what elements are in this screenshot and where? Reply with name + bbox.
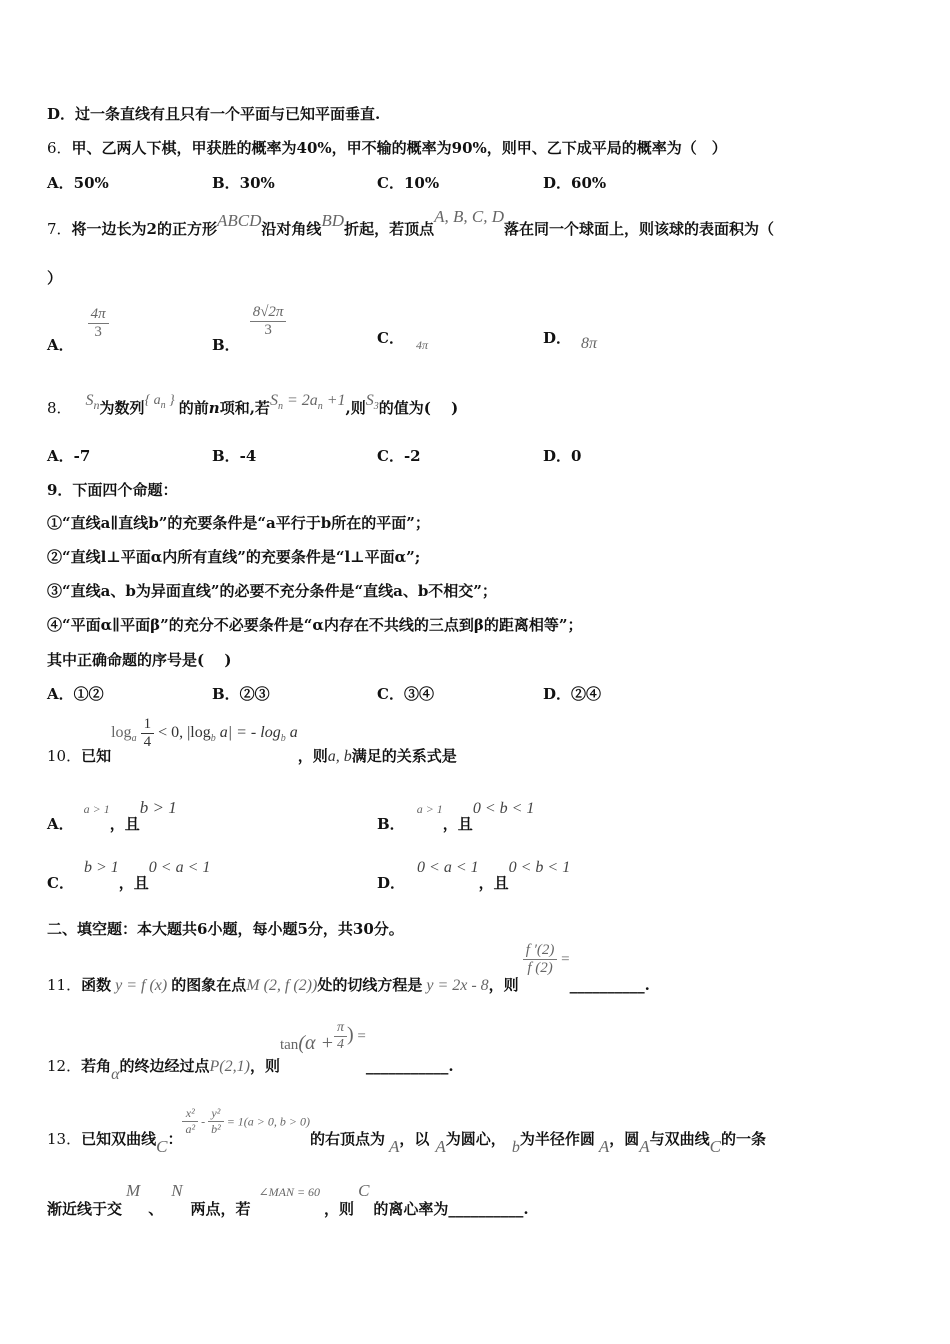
q13-text-l2d: ，则	[324, 1200, 355, 1218]
fraction-denominator: 3	[264, 322, 272, 338]
option-label: D．	[543, 329, 572, 347]
q12-text-3: ，则	[249, 1056, 280, 1075]
q7-option-c-value: 4π	[415, 338, 428, 352]
q6-option-a: A．50%	[47, 174, 109, 192]
q10-math-sub: b	[210, 733, 216, 745]
fraction-numerator: 4π	[88, 306, 109, 324]
q13-text-1: 已知双曲线	[81, 1129, 157, 1148]
q9-option-c: C．③④	[377, 685, 434, 703]
q11-math-eq: =	[557, 951, 570, 968]
q7-option-a-fraction	[88, 306, 109, 341]
question-7	[47, 207, 774, 239]
question-number: 7．	[47, 220, 72, 238]
question-number: 6．	[47, 139, 72, 157]
q12-text-1: 若角	[81, 1056, 112, 1075]
q6-option-b: B．30%	[212, 174, 275, 192]
q12-text-2: 的终边经过点	[119, 1056, 210, 1075]
fraction-numerator: f ′(2)	[523, 942, 558, 960]
q11-text-3: 处的切线方程是	[317, 975, 423, 994]
q8-math-s: S	[85, 392, 94, 409]
q13-text-l2c: 两点，若	[190, 1200, 251, 1218]
q10-option-d-cond2: 0 < b < 1	[508, 859, 571, 876]
question-13	[47, 1106, 766, 1156]
q13-math-a: A	[435, 1136, 446, 1156]
q11-math-point: M (2, f (2))	[246, 976, 318, 994]
q13-text-4: 为圆心，	[445, 1129, 506, 1148]
q11-end: .	[644, 975, 650, 994]
option-label: C．	[377, 329, 404, 347]
q8-text-4: 的值为( )	[378, 399, 459, 417]
q11-text-1: 函数	[81, 975, 112, 994]
q13-text-7: 与双曲线	[649, 1129, 710, 1148]
q8-math-eq: = 2a	[282, 392, 318, 409]
fraction-numerator: y²	[208, 1106, 224, 1122]
fraction-numerator: 1	[141, 716, 155, 734]
q8-text-2a: 的前	[178, 399, 209, 417]
q12-math-paren-close: )	[346, 1023, 354, 1046]
answer-blank[interactable]: __________	[448, 1200, 524, 1218]
q7-text-3: 折起，若顶点	[344, 220, 435, 238]
option-label: B．	[377, 815, 405, 833]
proposition-2: ②“直线l⊥平面α内所有直线”的充要条件是“l⊥平面α”;	[47, 548, 421, 566]
proposition-4: ④“平面α∥平面β”的充分不必要条件是“α内存在不共线的三点到β的距离相等”；	[47, 616, 583, 634]
question-number: 12．	[47, 1056, 82, 1075]
q11-math-tangent: y = 2x - 8	[426, 976, 489, 994]
q10-option-b	[377, 797, 535, 833]
q8-option-d: D．0	[543, 447, 582, 465]
q13-math-b: b	[511, 1138, 520, 1156]
section-2-title: 二、填空题：本大题共6小题，每小题5分，共30分。	[47, 920, 404, 938]
q11-text-2: 的图象在点	[171, 975, 247, 994]
q7-text-4: 落在同一个球面上，则该球的表面积为（	[503, 220, 774, 238]
q8-math-sub: n	[277, 401, 283, 413]
q10-option-a	[47, 797, 177, 833]
q13-text-3: ，以	[399, 1129, 430, 1148]
q9-option-b: B．②③	[212, 685, 270, 703]
fraction-denominator: a²	[185, 1122, 196, 1136]
q10-option-b-cond2: 0 < b < 1	[472, 800, 535, 817]
fraction-denominator: b²	[211, 1122, 221, 1136]
q10-math-log: log	[111, 724, 132, 742]
q10-and: ，且	[442, 815, 473, 833]
question-8	[47, 392, 459, 421]
q12-math-alpha: α	[111, 1065, 120, 1083]
q7-option-b	[212, 304, 286, 354]
q7-option-d-value: 8π	[581, 335, 598, 352]
q10-option-b-cond1: a > 1	[416, 802, 443, 816]
q7-option-c	[377, 327, 428, 352]
q10-text-2: ，则	[297, 747, 328, 766]
fraction-numerator: π	[334, 1020, 347, 1037]
question-9-ask: 其中正确命题的序号是( )	[47, 651, 232, 669]
q10-text-3: 满足的关系式是	[351, 747, 457, 766]
q13-text-6: ，圆	[609, 1129, 640, 1148]
q8-math-sub: n	[160, 399, 166, 411]
question-13-line-2	[47, 1180, 529, 1218]
q13-text-l2b: 、	[148, 1200, 164, 1218]
q7-math-bd: BD	[321, 211, 345, 230]
question-6-text: 甲、乙两人下棋，甲获胜的概率为40%，甲不输的概率为90%，则甲、乙下成平局的概率为（ ）	[71, 139, 727, 157]
question-number: 8．	[47, 399, 72, 417]
q7-math-abcd: ABCD	[217, 211, 262, 230]
question-11	[47, 942, 650, 994]
q11-text-4: ，则	[488, 975, 519, 994]
q8-option-b: B．-4	[212, 447, 257, 465]
q13-math-m: M	[126, 1181, 141, 1200]
q13-math-a: A	[639, 1136, 650, 1156]
q10-math-ab: a, b	[327, 748, 352, 766]
q6-option-d: D．60%	[543, 174, 607, 192]
fraction-denominator: 4	[336, 1037, 344, 1052]
q10-option-d	[377, 856, 571, 892]
q10-option-a-cond2: b > 1	[139, 798, 177, 817]
q13-text-l2a: 渐近线于交	[47, 1200, 123, 1218]
q7-option-a	[47, 306, 109, 354]
question-12	[47, 1020, 454, 1083]
fraction-denominator: f (2)	[527, 960, 553, 976]
q8-text-n: n	[208, 399, 220, 417]
q13-math-c: C	[709, 1136, 721, 1156]
q8-text-2b: 项和,若	[219, 399, 270, 417]
option-label: D．	[377, 874, 406, 892]
option-label: A．	[47, 815, 74, 833]
q7-close-paren: ）	[47, 269, 63, 287]
q8-math-sub: n	[317, 401, 323, 413]
q13-math-minus: -	[198, 1114, 209, 1129]
proposition-1: ①“直线a∥直线b”的充要条件是“a平行于b所在的平面”；	[47, 514, 430, 532]
q10-and: ，且	[109, 815, 140, 833]
option-d-previous: D．过一条直线有且只有一个平面与已知平面垂直.	[47, 105, 381, 123]
question-6	[47, 137, 727, 158]
q13-text-5: 为半径作圆	[519, 1129, 595, 1148]
fraction-denominator: 4	[143, 734, 152, 750]
q10-math-sub: a	[131, 733, 137, 745]
q9-option-d: D．②④	[543, 685, 602, 703]
q10-option-d-cond1: 0 < a < 1	[417, 859, 479, 876]
q10-text-1: 已知	[81, 747, 112, 766]
q13-math-a: A	[598, 1136, 610, 1156]
q12-math-eq: =	[353, 1028, 366, 1045]
q9-option-a: A．①②	[47, 685, 104, 703]
q7-text-2: 沿对角线	[261, 220, 322, 238]
q13-math-a: A	[389, 1136, 400, 1156]
q13-math-n: N	[171, 1181, 183, 1200]
question-9-header: 9．下面四个命题：	[47, 481, 178, 499]
q13-math-c: C	[156, 1136, 168, 1156]
q13-text-2: 的右顶点为	[309, 1129, 385, 1148]
q7-math-points: A, B, C, D	[434, 207, 504, 226]
q13-text-colon: ：	[167, 1129, 183, 1148]
q13-text-8: 的一条	[720, 1129, 766, 1148]
q10-option-c-cond2: 0 < a < 1	[148, 859, 211, 876]
q8-text-1: 为数列	[99, 399, 145, 417]
q7-option-d	[543, 327, 598, 352]
q8-option-a: A．-7	[47, 447, 91, 465]
q10-math-rest: a	[285, 724, 298, 742]
q8-math-sub: n	[93, 398, 100, 413]
question-number: 11．	[47, 975, 82, 994]
question-number: 13．	[47, 1129, 82, 1148]
answer-blank[interactable]: ___________	[365, 1056, 449, 1075]
q8-math-plus: +1	[322, 392, 346, 409]
question-number: 10．	[47, 747, 82, 766]
question-10	[47, 716, 457, 766]
q13-math-condition: = 1(a > 0, b > 0)	[223, 1114, 310, 1129]
fraction-numerator: 8√2π	[250, 304, 287, 322]
option-label: A．	[47, 335, 74, 354]
q13-math-c: C	[358, 1181, 370, 1200]
q8-math-seq: { a	[144, 393, 161, 408]
q13-end: .	[523, 1200, 529, 1218]
q10-and: ，且	[118, 874, 149, 892]
q7-option-b-fraction	[250, 304, 287, 339]
q12-math-tan: tan	[279, 1036, 299, 1053]
q12-math-point: P(2,1)	[209, 1057, 250, 1075]
q10-math-rest: a| = - log	[215, 724, 281, 742]
q8-text-3: ,则	[345, 399, 366, 417]
q13-text-l2e: 的离心率为	[373, 1200, 449, 1218]
q10-option-a-cond1: a > 1	[83, 802, 110, 816]
q10-option-c	[47, 856, 211, 892]
option-label: C．	[47, 874, 74, 892]
q10-and: ，且	[478, 874, 509, 892]
q13-math-angle: ∠MAN = 60	[258, 1185, 321, 1199]
q8-math-s: S	[269, 392, 278, 409]
q8-option-c: C．-2	[377, 447, 421, 465]
q11-math-function: y = f (x)	[115, 976, 168, 994]
fraction-numerator: x²	[182, 1106, 198, 1122]
q7-text-1: 将一边长为2的正方形	[71, 220, 217, 238]
option-label: B．	[212, 335, 240, 354]
proposition-3: ③“直线a、b为异面直线”的必要不充分条件是“直线a、b不相交”；	[47, 582, 497, 600]
q12-end: .	[448, 1056, 454, 1075]
q10-option-c-cond1: b > 1	[83, 859, 119, 876]
q12-math-paren-open: (α +	[298, 1031, 334, 1054]
q8-math-s: S	[365, 392, 374, 409]
q10-math-sub: b	[280, 733, 286, 745]
q10-math-rest: < 0, |log	[154, 724, 211, 742]
q8-math-sub: 3	[373, 401, 379, 413]
answer-blank[interactable]: __________	[569, 975, 645, 994]
q8-math-seq-end: }	[165, 393, 175, 408]
fraction-denominator: 3	[94, 324, 102, 340]
q6-option-c: C．10%	[377, 174, 440, 192]
